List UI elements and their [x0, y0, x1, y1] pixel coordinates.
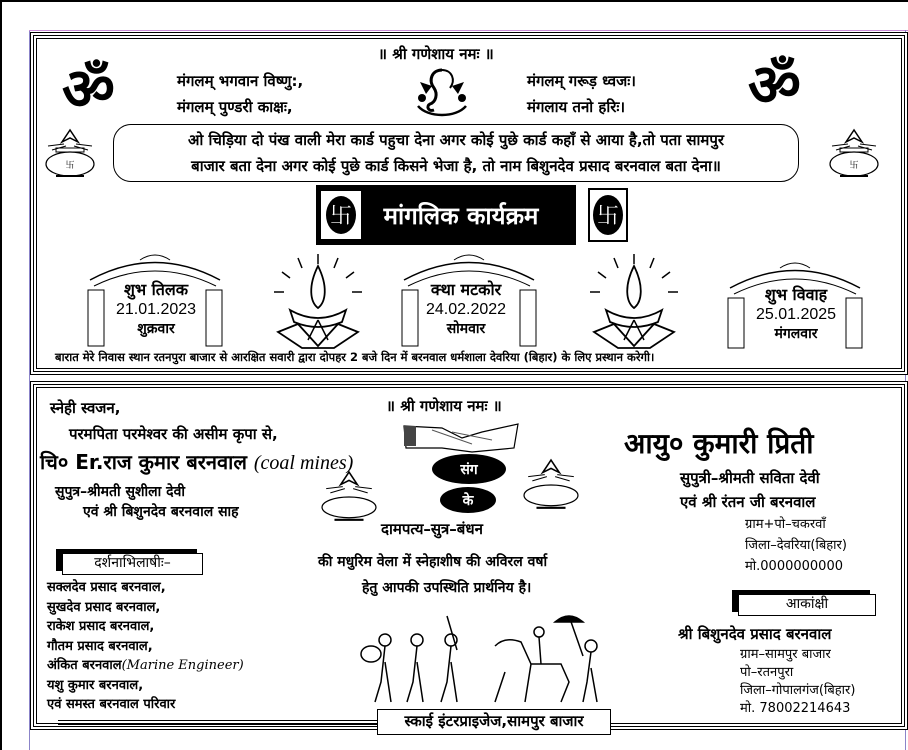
well-wisher-note: (Marine Engineer): [121, 658, 244, 673]
aspirant-address-line: पो–रतनपुरा: [740, 665, 794, 680]
request-line-1: की मधुरिम वेला में स्नेहाशीष की अविरल वर्षा: [318, 554, 548, 570]
joined-hands-icon: [402, 418, 522, 454]
event-name: शुभ विवाह: [764, 285, 828, 304]
departure-note: बारात मेरे निवास स्थान रतनपुरा बाजार से आरक्षित सवारी द्वारा दोपहर 2 बजे दिन में बरनवाल धर्मशाला देवरिया (बिहार) के लिए प्रस्थान करेगी।: [55, 350, 655, 364]
printer-credit: स्काई इंटरप्राइजेज,सामपुर बाजार: [377, 709, 611, 735]
event-name: शुभ तिलक: [123, 280, 189, 299]
svg-text:卐: 卐: [849, 161, 859, 171]
shloka-line: मंगलाय तनो हरिः।: [527, 98, 626, 116]
program-banner: [316, 185, 576, 245]
bride-address-line: जिला–देवरिया(बिहार): [745, 538, 847, 553]
shloka-line: मंगलम् भगवान विष्णु:,: [177, 72, 304, 90]
shloka-right: [527, 68, 636, 120]
sang-badge: संग: [432, 454, 506, 484]
event-date: 21.01.2023: [115, 301, 197, 318]
bride-parents-line: सुपुत्री–श्रीमती सविता देवी: [680, 469, 820, 487]
svg-text:卐: 卐: [329, 204, 353, 229]
svg-text:卐: 卐: [65, 161, 75, 171]
event-date: 24.02.2022: [425, 301, 507, 318]
om-icon: ॐ: [62, 55, 115, 123]
groom-prefix: चि०: [40, 450, 76, 474]
kalash-icon: [42, 128, 98, 182]
aspirant-address: [740, 646, 855, 718]
bride-name: आयु० कुमारी प्रिती: [624, 427, 814, 460]
bride-parents-line: एवं श्री रंतन जी बरनवाल: [680, 493, 816, 511]
page-margin-top: [29, 30, 908, 31]
shloka-line: मंगलम् गरूड़ ध्वजः।: [527, 72, 636, 90]
ke-badge: के: [440, 487, 496, 513]
well-wisher-name-text: अंकित बरनवाल: [47, 658, 122, 673]
event-tilak: [96, 280, 216, 338]
bride-address-line: ग्राम+पो–चकरवाँ: [745, 517, 826, 532]
well-wisher-name: गौतम प्रसाद बरनवाल,: [47, 638, 153, 654]
groom-parents-line: एवं श्री बिशुनदेव बरनवाल साह: [83, 504, 239, 520]
groom-parents: [55, 482, 239, 522]
event-date: 25.01.2025: [755, 306, 837, 323]
well-wisher-name: [47, 656, 244, 676]
top-invocation: ॥ श्री गणेशाय नमः ॥: [378, 45, 494, 63]
page-margin-right: [905, 30, 906, 750]
well-wishers-heading: दर्शनाभिलाषीः–: [62, 553, 203, 575]
kalash-icon: [514, 458, 588, 514]
groom-parents-line: सुपुत्र–श्रीमती सुशीला देवी: [55, 484, 185, 500]
bottom-invocation: ॥ श्री गणेशाय नमः ॥: [386, 397, 502, 415]
bird-message-box: [113, 124, 799, 182]
event-vivah: [736, 285, 856, 343]
request-line-2: हेतु आपकी उपस्थिति प्रार्थनिय है।: [362, 580, 532, 596]
event-day: शुक्रवार: [137, 321, 175, 337]
aspirant-heading: आकांक्षी: [738, 594, 876, 616]
event-day: सोमवार: [446, 321, 486, 337]
shloka-left: [177, 68, 303, 120]
well-wisher-name: सक्लदेव प्रसाद बरनवाल,: [47, 580, 166, 595]
swastik-icon: [588, 188, 628, 242]
groom-profession: (coal mines): [253, 452, 354, 474]
aspirant-address-line: जिला–गोपालगंज(बिहार): [740, 683, 856, 698]
well-wishers-list: [47, 578, 244, 715]
diya-icon: [268, 252, 368, 352]
kalash-icon: [826, 128, 882, 182]
aspirant-phone: मो. 78002214643: [740, 701, 851, 716]
baraat-procession-icon: [355, 612, 617, 707]
kalash-icon: [312, 470, 386, 526]
union-title: दामपत्य–सुत्र–बंधन: [381, 520, 483, 538]
event-name: क्था मटकोर: [430, 280, 502, 299]
program-title: मांगलिक कार्यक्रम: [383, 201, 539, 230]
aspirant-address-line: ग्राम–सामपुर बाजार: [740, 647, 831, 662]
blessing: परमपिता परमेश्वर की असीम कृपा से,: [69, 425, 278, 443]
svg-text:卐: 卐: [596, 204, 620, 229]
bride-address: [745, 514, 847, 577]
well-wisher-name: यशु कुमार बरनवाल,: [47, 677, 144, 693]
ganesha-icon: [412, 66, 472, 118]
event-matkor: [406, 280, 526, 338]
well-wisher-name: एवं समस्त बरनवाल परिवार: [47, 697, 176, 712]
bird-message-line: बाजार बता देना अगर कोई पुछे कार्ड किसने भेजा है, तो नाम बिशुनदेव प्रसाद बरनवाल बता देना॥: [191, 157, 721, 175]
well-wisher-name: राकेश प्रसाद बरनवाल,: [47, 619, 155, 634]
om-icon: ॐ: [748, 51, 801, 119]
bride-phone: मो.0000000000: [745, 559, 843, 574]
swastik-icon: [321, 191, 361, 239]
diya-icon: [584, 252, 684, 352]
well-wisher-name: सुखदेव प्रसाद बरनवाल,: [47, 599, 161, 615]
event-day: मंगलवार: [774, 326, 818, 342]
groom-name-line: [40, 448, 353, 475]
page-margin-left: [29, 30, 30, 750]
bride-parents: [680, 466, 820, 514]
aspirant-name: श्री बिशुनदेव प्रसाद बरनवाल: [678, 625, 832, 643]
bird-message-line: ओ चिड़िया दो पंख वाली मेरा कार्ड पहुचा देना अगर कोई पुछे कार्ड कहाँ से आया है,तो पता सामपुर: [187, 131, 725, 149]
groom-name: Er.राज कुमार बरनवाल: [75, 450, 247, 474]
footer-rule-left: [58, 720, 378, 725]
shloka-line: मंगलम् पुण्डरी काक्षः,: [177, 98, 293, 116]
greeting: स्नेही स्वजन,: [50, 399, 121, 417]
